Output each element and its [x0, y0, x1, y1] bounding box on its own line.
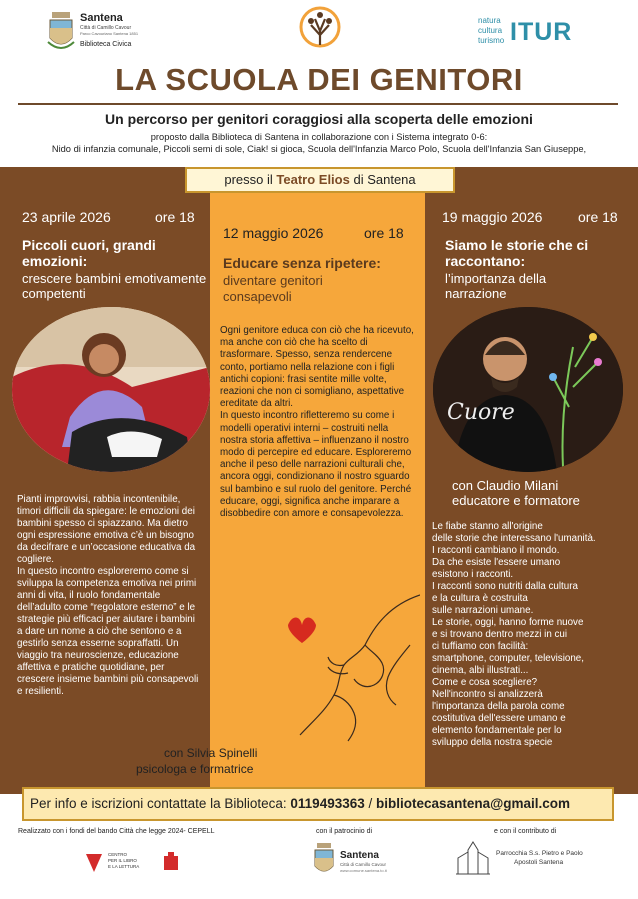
parish-line-2: Apostoli Santena — [514, 859, 564, 866]
event-2-title: Educare senza ripetere: — [223, 255, 381, 271]
santena-footer-line2: www.comune.santena.to.it — [340, 868, 387, 873]
cepell-line-3: E LA LETTURA — [108, 864, 140, 869]
speaker-1-portrait-icon — [12, 307, 210, 472]
footer-contribution: e con il contributo di — [494, 828, 557, 835]
footer-funding: Realizzato con i fondi del bando Città che legge 2024- CEPELL — [18, 828, 215, 835]
parish-line-1: Parrocchia S.s. Pietro e Paolo — [496, 850, 583, 857]
event-2-time: ore 18 — [364, 225, 404, 241]
info-phone[interactable]: 0119493363 — [290, 796, 365, 811]
event-3-body: Le fiabe stanno all'origine delle storie che interessano l'umanità. I racconti cambiano il mondo. Da che esiste l'essere umano esistono i racconti. I racconti sono nutriti dalla cultura e la cultura è costruita sulle narrazioni umane. Le storie, oggi, hanno forme nuove e si trovano dentro mezzi in cui ci tuffiamo con facilità: smartphone, computer, televisione, cinema, albi illustrati... Come e cosa scegliere? Nell'incontro si analizzerà l'importanza della parola come costitutiva dell'essere umano e elemento fondamentale per lo sviluppo della nostra specie — [432, 521, 596, 748]
event-2-subtitle: diventare genitori consapevoli — [223, 273, 323, 304]
event-1-subtitle: crescere bambini emotivamente competenti — [22, 271, 207, 301]
santena-line1: Città di Camillo Cavour — [80, 25, 132, 31]
event-3-time: ore 18 — [578, 209, 618, 225]
itur-word-2: cultura — [478, 26, 503, 35]
proposed-line-2: Nido di infanzia comunale, Piccoli semi di sole, Ciak! si gioca, Scuola dell'Infanzia Marco Polo, Scuola dell'Infanzia San Giuseppe, — [51, 144, 587, 154]
info-text: Per info e iscrizioni contattate la Biblioteca: — [30, 796, 287, 811]
page-subtitle: Un percorso per genitori coraggiosi alla scoperta delle emozioni — [105, 111, 533, 127]
citta-che-legge-icon — [162, 852, 180, 872]
speaker-3-photo-text: Cuore — [447, 400, 515, 425]
event-1-date: 23 aprile 2026 — [22, 209, 111, 225]
itur-word-3: turismo — [478, 36, 505, 45]
hands-heart-illustration-icon — [270, 585, 420, 745]
venue-pre: presso il — [224, 172, 273, 187]
info-separator: / — [368, 796, 373, 811]
event-2-date: 12 maggio 2026 — [223, 225, 324, 241]
event-1-title: Piccoli cuori, grandi emozioni: — [22, 237, 156, 269]
santena-footer-line1: Città di Camillo Cavour — [340, 862, 387, 867]
venue-place: Teatro Elios — [276, 172, 350, 187]
event-3-title: Siamo le storie che ci raccontano: — [445, 237, 589, 269]
santena-line2: Parco Cavouriano Santena 1851 — [80, 31, 139, 36]
event-2-body: Ogni genitore educa con ciò che ha ricevuto, ma anche con ciò che ha scelto di trasformare. Spesso, senza rendercene conto, portiamo nella relazione con i figli antichi copioni: frasi sentite mille volte, reazioni che non ci somigliano, aspettative ereditate da altri. In questo incontro rifletteremo su come i modelli operativi interni – costruiti nella nostra storia affettiva – influenzano il nostro modo di percepire ed educare. Esploreremo anche il peso delle narrazioni culturali che, ancora oggi, condizionano il nostro sguardo sul bambino e sul ruolo del genitore. Perché educare, oggi, significa anche imparare a disobbedire con amore e consapevolezza. — [220, 325, 414, 520]
speaker-1-photo — [12, 307, 210, 472]
info-email[interactable]: bibliotecasantena@gmail.com — [376, 796, 571, 811]
proposed-line-1: proposto dalla Biblioteca di Santena in collaborazione con i Sistema integrato 0-6: — [150, 132, 488, 142]
santena-crest-icon — [46, 10, 76, 54]
santena-footer-logo — [312, 842, 432, 882]
speaker-3-role: educatore e formatore — [452, 493, 580, 508]
speaker-1-name: con Silvia Spinelli — [164, 746, 258, 760]
event-1-time: ore 18 — [155, 209, 195, 225]
itur-brand: ITUR — [510, 18, 573, 46]
cepell-line-2: PER IL LIBRO — [108, 858, 137, 863]
cepell-mark-icon — [84, 852, 104, 874]
itur-word-1: natura — [478, 16, 501, 25]
event-3-date: 19 maggio 2026 — [442, 209, 543, 225]
event-3-subtitle: l’importanza della narrazione — [445, 271, 547, 301]
santena-logo — [44, 10, 164, 56]
cepell-line-1: CENTRO — [108, 852, 127, 857]
event-1-body: Pianti improvvisi, rabbia incontenibile, timori difficili da spiegare: le emozioni dei bambini spesso ci spiazzano. Ma dietro ogni espressione emotiva c’è un bisogno da decifrare e un’occasione educativa da cogliere. In questo incontro esploreremo come si sviluppa la competenza emotiva nei primi anni di vita, il ruolo fondamentale dell’adulto come “regolatore esterno” e le strategie più efficaci per aiutare i bambini a dare un nome a ciò che sentono e a gestirlo senza esserne sopraffatti. Un viaggio tra neuroscienze, educazione affettiva e pratiche quotidiane, per crescere insieme bambini più consapevoli e resilienti. — [17, 494, 199, 697]
santena-footer-name: Santena — [340, 850, 379, 861]
speaker-1-role: psicologa e formatrice — [136, 762, 254, 776]
speaker-3-portrait-icon — [433, 307, 623, 472]
cepell-logo — [84, 852, 154, 874]
footer-patronage: con il patrocinio di — [316, 828, 373, 835]
family-tree-logo-icon — [299, 5, 341, 53]
venue-box — [185, 167, 455, 193]
page-title: LA SCUOLA DEI GENITORI — [115, 62, 523, 97]
biblioteca-civica: Biblioteca Civica — [80, 41, 132, 48]
itur-logo — [478, 14, 608, 50]
venue-post: di Santena — [353, 172, 416, 187]
proposed-by — [0, 131, 638, 155]
santena-name: Santena — [80, 12, 123, 24]
speaker-3-photo — [433, 307, 623, 472]
title-divider — [18, 103, 618, 105]
church-icon — [456, 840, 490, 876]
santena-footer-crest-icon — [312, 842, 336, 880]
speaker-3-name: con Claudio Milani — [452, 478, 559, 493]
parish-logo — [456, 840, 626, 880]
info-bar — [22, 787, 614, 821]
